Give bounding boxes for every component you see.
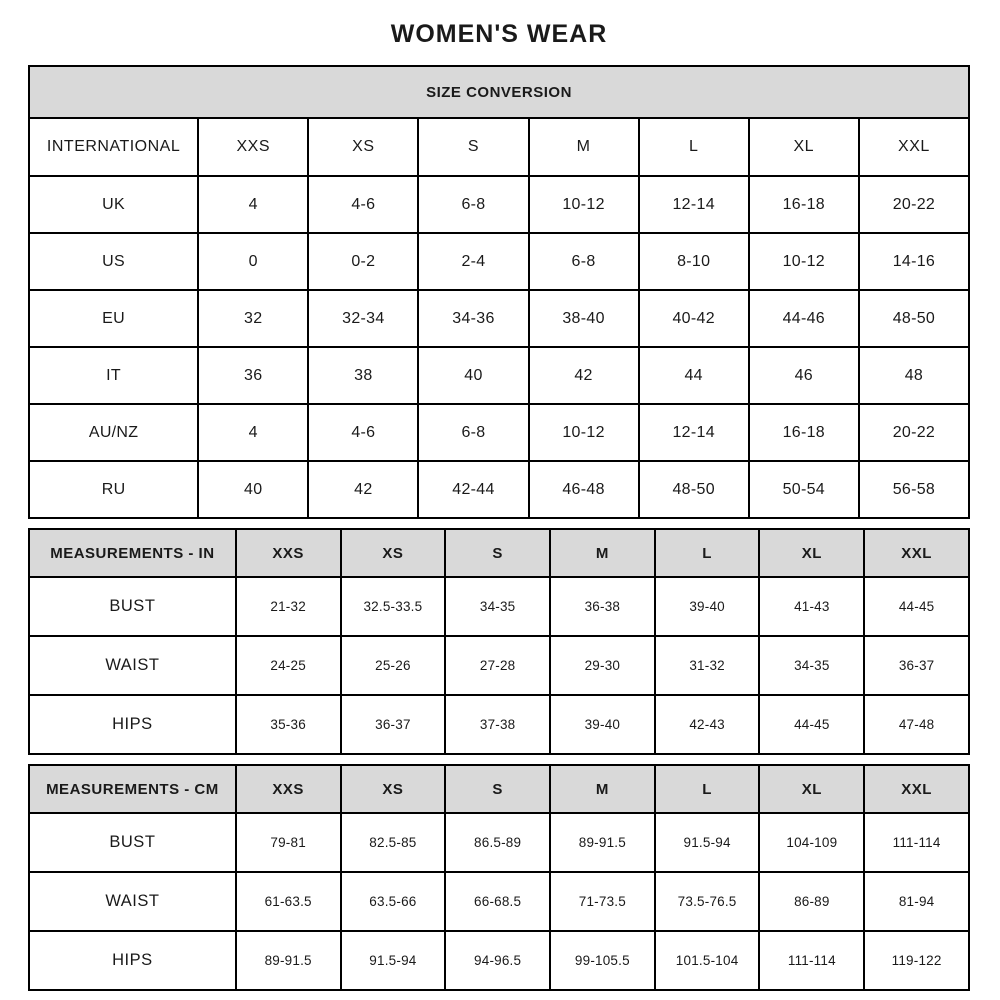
table-cell: 66-68.5 [445,872,550,931]
row-label: EU [29,290,198,347]
table-cell: 31-32 [655,636,760,695]
table-cell: 89-91.5 [236,931,341,990]
table-cell: 48 [859,347,969,404]
table-cell: 56-58 [859,461,969,518]
table-cell: 4 [198,176,308,233]
table-row [29,872,969,931]
table-cell: 12-14 [639,404,749,461]
table-row [29,347,969,404]
row-label: UK [29,176,198,233]
table-cell: 89-91.5 [550,813,655,872]
column-header: XXL [864,529,969,577]
table-cell: 16-18 [749,176,859,233]
row-label: BUST [29,577,236,636]
table-row [29,404,969,461]
column-header: XL [749,118,859,176]
table-cell: 73.5-76.5 [655,872,760,931]
table-cell: 32-34 [308,290,418,347]
table-cell: 82.5-85 [341,813,446,872]
table-cell: 71-73.5 [550,872,655,931]
page-title: WOMEN'S WEAR [390,20,608,48]
table-cell: 36-38 [550,577,655,636]
table-cell: 99-105.5 [550,931,655,990]
table-cell: 6-8 [418,176,528,233]
table-cell: 10-12 [749,233,859,290]
table-cell: 25-26 [341,636,446,695]
column-header: XS [341,529,446,577]
column-header: XXL [859,118,969,176]
table-cell: 4-6 [308,176,418,233]
table-title-row [29,66,969,118]
column-header: INTERNATIONAL [29,118,198,176]
column-header: MEASUREMENTS - CM [29,765,236,813]
table-cell: 91.5-94 [655,813,760,872]
table-cell: 0 [198,233,308,290]
row-label: HIPS [29,931,236,990]
row-label: WAIST [29,872,236,931]
table-cell: 10-12 [529,176,639,233]
table-cell: 4-6 [308,404,418,461]
table-row [29,176,969,233]
column-header: L [655,529,760,577]
row-label: IT [29,347,198,404]
table-cell: 86.5-89 [445,813,550,872]
table-cell: 94-96.5 [445,931,550,990]
table-cell: 63.5-66 [341,872,446,931]
table-cell: 44-45 [864,577,969,636]
column-header: XL [759,765,864,813]
row-label: RU [29,461,198,518]
table-cell: 44-46 [749,290,859,347]
table-cell: 47-48 [864,695,969,754]
table-cell: 46 [749,347,859,404]
table-cell: 20-22 [859,176,969,233]
table-cell: 38 [308,347,418,404]
table-cell: 29-30 [550,636,655,695]
measurements-in-table [28,528,970,755]
column-header: XL [759,529,864,577]
column-header: XS [341,765,446,813]
table-cell: 27-28 [445,636,550,695]
table-cell: 36-37 [864,636,969,695]
table-cell: 38-40 [529,290,639,347]
table-row [29,695,969,754]
table-cell: 39-40 [550,695,655,754]
table-cell: 119-122 [864,931,969,990]
table-cell: 61-63.5 [236,872,341,931]
table-row [29,461,969,518]
row-label: HIPS [29,695,236,754]
table-cell: 14-16 [859,233,969,290]
table-cell: 44 [639,347,749,404]
table-cell: 101.5-104 [655,931,760,990]
column-header: L [655,765,760,813]
column-header: MEASUREMENTS - IN [29,529,236,577]
size-conversion-table [28,65,970,519]
table-cell: 50-54 [749,461,859,518]
table-cell: 81-94 [864,872,969,931]
column-header: L [639,118,749,176]
table-cell: 44-45 [759,695,864,754]
table-cell: 10-12 [529,404,639,461]
column-header: M [529,118,639,176]
table-cell: 6-8 [529,233,639,290]
column-header: S [445,529,550,577]
table-row [29,233,969,290]
row-label: AU/NZ [29,404,198,461]
table-cell: 36-37 [341,695,446,754]
table-cell: 37-38 [445,695,550,754]
table-row [29,813,969,872]
column-header: XXS [236,529,341,577]
table-cell: 40-42 [639,290,749,347]
table-cell: 34-35 [759,636,864,695]
column-header: XXL [864,765,969,813]
column-header: M [550,765,655,813]
table-cell: 36 [198,347,308,404]
table-cell: 91.5-94 [341,931,446,990]
row-label: BUST [29,813,236,872]
column-header: XXS [236,765,341,813]
table-cell: 111-114 [759,931,864,990]
table-cell: 79-81 [236,813,341,872]
row-label: WAIST [29,636,236,695]
table-row [29,577,969,636]
table-cell: 2-4 [418,233,528,290]
table-cell: 32 [198,290,308,347]
measurements-cm-table [28,764,970,991]
table-row [29,290,969,347]
table-row [29,931,969,990]
table-cell: 0-2 [308,233,418,290]
table-cell: 4 [198,404,308,461]
table-cell: 42 [529,347,639,404]
table-cell: 42 [308,461,418,518]
column-header: M [550,529,655,577]
table-cell: 39-40 [655,577,760,636]
table-cell: 41-43 [759,577,864,636]
table-cell: 104-109 [759,813,864,872]
column-header: XXS [198,118,308,176]
table-cell: 35-36 [236,695,341,754]
table-title: SIZE CONVERSION [29,66,969,118]
table-header-row [29,118,969,176]
table-cell: 32.5-33.5 [341,577,446,636]
table-cell: 111-114 [864,813,969,872]
table-row [29,636,969,695]
table-cell: 24-25 [236,636,341,695]
table-cell: 86-89 [759,872,864,931]
table-cell: 8-10 [639,233,749,290]
row-label: US [29,233,198,290]
table-cell: 34-36 [418,290,528,347]
table-cell: 16-18 [749,404,859,461]
table-cell: 20-22 [859,404,969,461]
table-cell: 21-32 [236,577,341,636]
table-cell: 42-43 [655,695,760,754]
column-header: S [418,118,528,176]
table-cell: 6-8 [418,404,528,461]
column-header: S [445,765,550,813]
table-cell: 34-35 [445,577,550,636]
table-cell: 40 [418,347,528,404]
table-cell: 42-44 [418,461,528,518]
table-cell: 48-50 [639,461,749,518]
table-cell: 12-14 [639,176,749,233]
table-cell: 48-50 [859,290,969,347]
table-header-row [29,765,969,813]
table-header-row [29,529,969,577]
table-cell: 40 [198,461,308,518]
table-cell: 46-48 [529,461,639,518]
column-header: XS [308,118,418,176]
